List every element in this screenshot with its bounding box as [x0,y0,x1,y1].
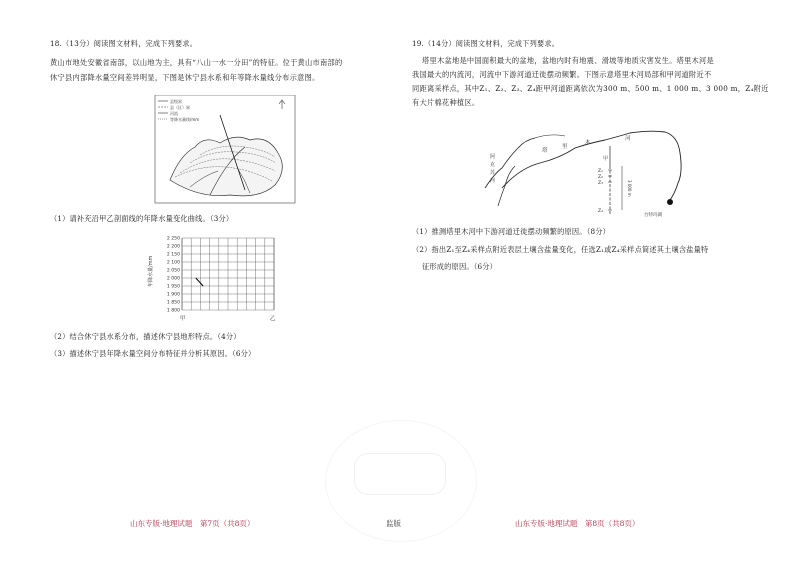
right-footer: 山东专版·地理试题 第8页（共8页） [515,519,640,528]
map-label-z1: Z₁ [598,169,603,174]
map-label-place: 台特玛湖 [644,213,662,218]
q18-para-line1: 黄山市地处安徽省南部，以山地为主，具有“八山一水一分田”的特征。位于黄山市南部的 [50,58,343,67]
map-legend-4: 等降水量线/mm [170,117,200,122]
chart-lines [196,278,203,286]
chart-ytick-label: 1 800 [166,308,180,314]
right-page [400,0,800,567]
map-label-ta: 塔 [542,148,548,154]
chart-ytick-label: 2 250 [166,236,180,242]
taitema-lake-marker [667,199,673,205]
north-arrow-icon [279,100,285,109]
q19-sub2-line1: （2）指出Z₁至Z₄采样点附近表层土壤含盐量变化，任选Z₁或Z₄采样点简述其土壤含盐量特 [412,245,709,254]
map-label-c: 苏 [490,170,496,176]
q19-para-line3: 同距离采样点，其中Z₁、Z₂、Z₃、Z₄距甲河道距离依次为300 m、500 m、1 000 m、3 000 m，Z₄附近 [412,84,769,93]
map-label-he: 河 [625,136,631,142]
chart-ytick-label: 2 200 [166,244,180,250]
map-label-mu: 木 [585,140,591,146]
q18-header: 18.（13分）阅读图文材料，完成下列要求。 [50,39,198,48]
map-label-b: 克 [490,162,496,168]
q19-para-line2: 我国最大的内流河，河流中下游河道迁徙摆动频繁。下图示意塔里木河局部和甲河道附近不 [412,70,712,79]
q19-para-line4: 有大片棉花种植区。 [412,98,480,107]
q18-sub2: （2）结合休宁县水系分布，描述休宁县地形特点。（4分） [50,332,241,341]
map-label-d: 河 [490,178,496,184]
chart-ytick-label: 2 000 [166,276,180,282]
chart-ytick-label: 1 950 [166,284,180,290]
precip-profile-chart [138,232,308,322]
tarim-river-map [480,118,700,218]
map-label-a: 阿 [490,154,496,160]
map-label-z3: Z₃ [598,181,603,186]
map-label-li: 里 [562,144,568,150]
chart-series-line [196,278,203,286]
map-legend-3: 河流 [170,111,178,116]
map-scale-label: 3 000 m [627,180,632,197]
chart-x-start-label: 甲 [180,316,186,322]
chart-ytick-label: 2 150 [166,252,180,258]
xiuning-precip-map [150,95,300,205]
chart-ytick-label: 2 100 [166,260,180,266]
chart-ytick-label: 2 050 [166,268,180,274]
map-legend-1: 县级界 [170,99,182,104]
chart-yticks [167,236,180,314]
map-legend-2: 县（区）界 [170,105,190,110]
q18-para-line2: 休宁县内部降水量空间差异明显，下图是休宁县水系和年等降水量线分布示意图。 [50,73,320,82]
chart-grid [182,238,274,310]
map-label-jia: 甲 [603,156,609,162]
q19-para-line1: 塔里木盆地是中国面积最大的盆地，盆地内时有地震、滑坡等地质灾害发生。塔里木河是 [422,56,715,65]
map-label-z4: Z₄ [598,209,603,214]
chart-x-end-label: 乙 [270,316,276,322]
map-label-z2: Z₂ [598,175,603,180]
chart-ylabel: 年降水量/mm [148,255,154,287]
q18-sub3: （3）描述休宁县年降水量空间分布特征并分析其原因。（6分） [50,349,256,358]
center-footer: 监版 [386,519,401,528]
q18-sub1: （1）请补充沿甲乙剖面线的年降水量变化曲线。（3分） [50,214,234,223]
q19-sub2-line2: 征形成的原因。（6分） [422,262,498,271]
chart-ytick-label: 1 900 [166,292,180,298]
left-footer: 山东专版·地理试题 第7页（共8页） [130,519,255,528]
q19-sub1: （1）推测塔里木河中下游河道迁徙摆动频繁的原因。（8分） [412,227,611,236]
q19-header: 19.（14分）阅读图文材料，完成下列要求。 [412,39,560,48]
chart-ytick-label: 1 850 [166,300,180,306]
